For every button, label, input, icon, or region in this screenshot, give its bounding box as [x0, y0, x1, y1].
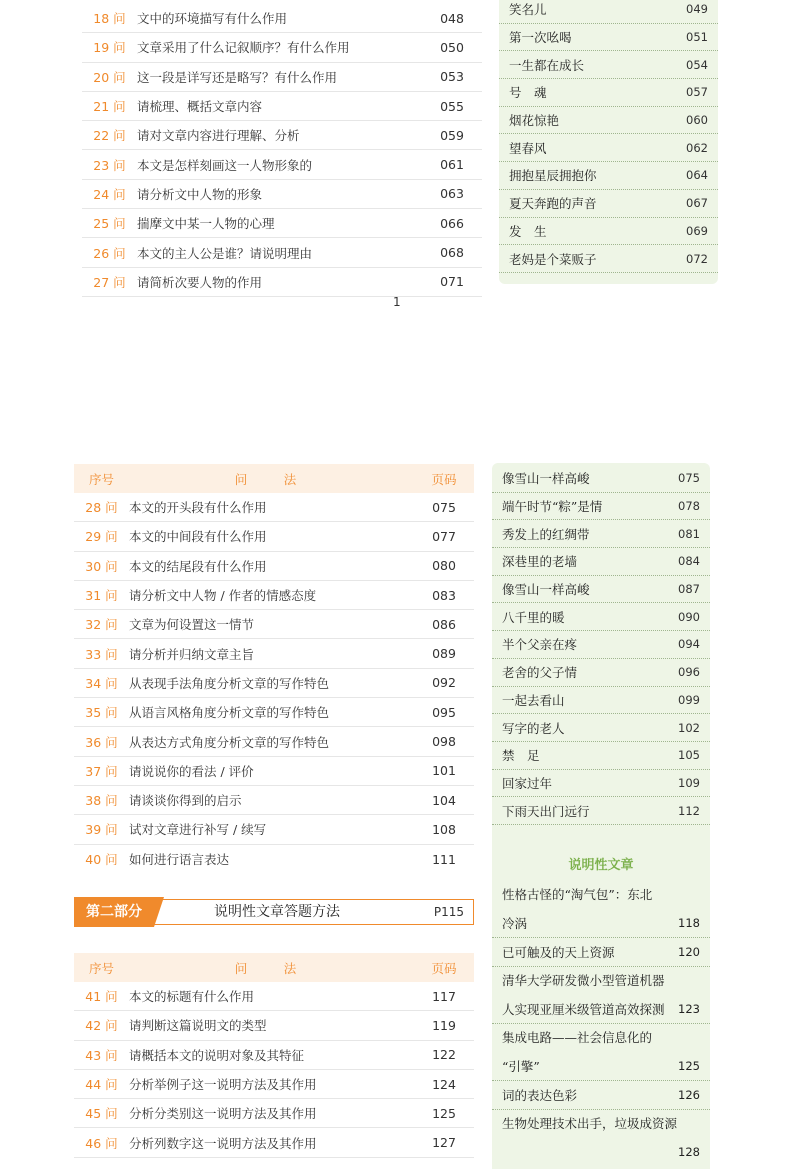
- list-item[interactable]: [492, 465, 710, 493]
- question-text: 请判断这篇说明文的类型: [129, 1018, 267, 1034]
- list-item[interactable]: [499, 245, 718, 273]
- question-text: 从语言风格角度分析文章的写作特色: [129, 705, 330, 721]
- list-item[interactable]: [74, 845, 474, 874]
- section-tag: 第二部分: [74, 897, 154, 927]
- question-text: 请对文章内容进行理解、分析: [137, 128, 300, 144]
- question-number: 33 问: [85, 646, 118, 662]
- table-header: [74, 953, 474, 982]
- article-title: 老舍的父子情: [502, 665, 578, 681]
- article-page: 075: [678, 471, 700, 486]
- list-item[interactable]: [82, 33, 482, 62]
- article-title-line1: 性格古怪的“淘气包”：东北: [502, 886, 653, 902]
- list-item[interactable]: [499, 190, 718, 218]
- question-page: 124: [432, 1076, 456, 1092]
- question-number: 25 问: [93, 216, 126, 232]
- question-number: 32 问: [85, 617, 118, 633]
- list-item[interactable]: [499, 134, 718, 162]
- question-number: 24 问: [93, 186, 126, 202]
- list-item[interactable]: [499, 51, 718, 79]
- question-page: 108: [432, 821, 456, 837]
- list-item[interactable]: [74, 1011, 474, 1040]
- question-page: 066: [440, 215, 464, 231]
- list-item[interactable]: [74, 1128, 474, 1157]
- mid-question-list: [74, 464, 474, 874]
- question-text: 本文的标题有什么作用: [129, 989, 255, 1005]
- article-page: 126: [678, 1087, 700, 1102]
- list-item[interactable]: [74, 1041, 474, 1070]
- article-page: 102: [678, 720, 700, 735]
- list-item[interactable]: [492, 548, 710, 576]
- list-item[interactable]: [74, 581, 474, 610]
- question-number: 46 问: [85, 1135, 118, 1151]
- list-item[interactable]: [492, 881, 710, 938]
- question-number: 27 问: [93, 274, 126, 290]
- question-text: 本文的结尾段有什么作用: [129, 558, 267, 574]
- question-text: 这一段是详写还是略写？有什么作用: [137, 69, 338, 85]
- list-item[interactable]: [499, 218, 718, 246]
- question-number: 21 问: [93, 99, 126, 115]
- article-title: 禁 足: [502, 748, 540, 764]
- list-item[interactable]: [499, 162, 718, 190]
- list-item[interactable]: [492, 797, 710, 825]
- article-page: 081: [678, 526, 700, 541]
- article-page: 078: [678, 499, 700, 514]
- article-title: 写字的老人: [502, 720, 565, 736]
- question-number: 37 问: [85, 763, 118, 779]
- article-title: 回家过年: [502, 775, 553, 791]
- question-number: 42 问: [85, 1018, 118, 1034]
- question-page: 077: [432, 528, 456, 544]
- list-item[interactable]: [499, 79, 718, 107]
- article-page: 120: [678, 944, 700, 959]
- header-number: 序号: [88, 471, 114, 487]
- question-number: 39 问: [85, 822, 118, 838]
- question-text: 请分析文中人物 / 作者的情感态度: [129, 588, 317, 604]
- question-number: 19 问: [93, 40, 126, 56]
- header-number: 序号: [88, 960, 114, 976]
- article-title: 一起去看山: [502, 692, 565, 708]
- top-question-list: [82, 4, 482, 297]
- article-title: 下雨天出门远行: [502, 803, 590, 819]
- question-text: 本文是怎样刻画这一人物形象的: [137, 157, 313, 173]
- list-item[interactable]: [74, 552, 474, 581]
- article-page: 125: [678, 1058, 700, 1073]
- article-title-line1: 生物处理技术出手，垃圾成资源: [502, 1115, 678, 1131]
- section-heading: [74, 897, 474, 927]
- article-page: 109: [678, 775, 700, 790]
- list-item[interactable]: [82, 238, 482, 267]
- header-question: 问 法: [234, 471, 309, 487]
- article-page: 067: [686, 196, 708, 211]
- article-title: 词的表达色彩: [502, 1087, 578, 1103]
- bottom-article-panel: [492, 463, 710, 1169]
- question-text: 揣摩文中某一人物的心理: [137, 216, 275, 232]
- question-page: 059: [440, 127, 464, 143]
- list-item[interactable]: [492, 1110, 710, 1166]
- list-item[interactable]: [492, 770, 710, 798]
- article-title: 半个父亲在疼: [502, 637, 578, 653]
- question-page: 083: [432, 587, 456, 603]
- article-page: 123: [678, 1001, 700, 1016]
- question-page: 122: [432, 1047, 456, 1063]
- list-item[interactable]: [492, 493, 710, 521]
- list-item[interactable]: [74, 982, 474, 1011]
- list-item[interactable]: [74, 522, 474, 551]
- article-title: 老妈是个菜贩子: [509, 251, 597, 267]
- article-page: 064: [686, 168, 708, 183]
- question-number: 31 问: [85, 588, 118, 604]
- question-page: 117: [432, 988, 456, 1004]
- article-title: 烟花惊艳: [509, 113, 560, 129]
- page-number: 1: [393, 295, 401, 309]
- list-item[interactable]: [74, 815, 474, 844]
- question-text: 文章为何设置这一情节: [129, 617, 255, 633]
- question-page: 089: [432, 646, 456, 662]
- question-number: 28 问: [85, 500, 118, 516]
- question-number: 41 问: [85, 989, 118, 1005]
- question-number: 45 问: [85, 1106, 118, 1122]
- list-item[interactable]: [82, 4, 482, 33]
- article-title: 像雪山一样高峻: [502, 582, 590, 598]
- question-page: 127: [432, 1135, 456, 1151]
- question-text: 请简析次要人物的作用: [137, 274, 263, 290]
- question-number: 38 问: [85, 793, 118, 809]
- article-title: 像雪山一样高峻: [502, 471, 590, 487]
- question-number: 23 问: [93, 157, 126, 173]
- question-number: 34 问: [85, 675, 118, 691]
- question-page: 068: [440, 245, 464, 261]
- list-item[interactable]: [82, 63, 482, 92]
- question-number: 40 问: [85, 852, 118, 868]
- table-header: [74, 464, 474, 493]
- list-item[interactable]: [492, 687, 710, 715]
- article-page: 057: [686, 85, 708, 100]
- list-item[interactable]: [499, 107, 718, 135]
- question-number: 20 问: [93, 69, 126, 85]
- list-item[interactable]: [74, 669, 474, 698]
- question-number: 26 问: [93, 245, 126, 261]
- question-page: 101: [432, 763, 456, 779]
- list-item[interactable]: [499, 24, 718, 52]
- question-page: 119: [432, 1017, 456, 1033]
- list-item[interactable]: [492, 1024, 710, 1081]
- top-article-panel: [499, 0, 718, 284]
- article-title-line1: 清华大学研发微小型管道机器: [502, 972, 665, 988]
- list-item[interactable]: [74, 757, 474, 786]
- question-text: 请分析文中人物的形象: [137, 186, 263, 202]
- question-number: 36 问: [85, 734, 118, 750]
- list-item[interactable]: [74, 610, 474, 639]
- list-item[interactable]: [82, 268, 482, 297]
- question-page: 098: [432, 734, 456, 750]
- question-text: 从表现手法角度分析文章的写作特色: [129, 675, 330, 691]
- article-page: 084: [678, 554, 700, 569]
- question-text: 分析分类别这一说明方法及其作用: [129, 1106, 317, 1122]
- article-title-line2: 人实现亚厘米级管道高效探测: [502, 1001, 665, 1017]
- article-title-line2: “引擎”: [502, 1058, 540, 1074]
- question-number: 29 问: [85, 529, 118, 545]
- question-page: 053: [440, 69, 464, 85]
- article-title: 望春风: [509, 140, 547, 156]
- list-item[interactable]: [74, 493, 474, 522]
- article-page: 118: [678, 915, 700, 930]
- question-page: 080: [432, 558, 456, 574]
- list-item[interactable]: [492, 631, 710, 659]
- list-item[interactable]: [74, 786, 474, 815]
- list-item[interactable]: [499, 0, 718, 24]
- article-page: 054: [686, 57, 708, 72]
- article-title: 夏天奔跑的声音: [509, 196, 597, 212]
- list-item[interactable]: [74, 1099, 474, 1128]
- expository-section-title: 说明性文章: [568, 857, 634, 873]
- header-page: 页码: [431, 960, 457, 976]
- list-item[interactable]: [492, 967, 710, 1024]
- question-text: 分析列数字这一说明方法及其作用: [129, 1135, 317, 1151]
- question-text: 分析举例子这一说明方法及其作用: [129, 1077, 317, 1093]
- question-page: 063: [440, 186, 464, 202]
- article-page: 096: [678, 665, 700, 680]
- article-title-line2: 冷涡: [502, 915, 528, 931]
- article-page: 112: [678, 803, 700, 818]
- question-text: 请分析并归纳文章主旨: [129, 646, 255, 662]
- list-item[interactable]: [74, 698, 474, 727]
- list-item[interactable]: [492, 520, 710, 548]
- article-page: 051: [686, 30, 708, 45]
- list-item[interactable]: [82, 121, 482, 150]
- article-page: 062: [686, 140, 708, 155]
- question-page: 095: [432, 704, 456, 720]
- question-number: 22 问: [93, 128, 126, 144]
- list-item[interactable]: [492, 576, 710, 604]
- list-item[interactable]: [492, 1081, 710, 1110]
- question-text: 请概括本文的说明对象及其特征: [129, 1047, 305, 1063]
- article-page: 060: [686, 113, 708, 128]
- article-page: 087: [678, 582, 700, 597]
- article-title: 拥抱星辰拥抱你: [509, 168, 597, 184]
- article-title: 笑名儿: [509, 2, 547, 18]
- article-page: 072: [686, 251, 708, 266]
- article-page: 090: [678, 609, 700, 624]
- article-title: 端午时节“粽”是情: [502, 499, 603, 515]
- header-page: 页码: [431, 471, 457, 487]
- article-title: 深巷里的老墙: [502, 554, 578, 570]
- question-page: 071: [440, 274, 464, 290]
- question-text: 文章采用了什么记叙顺序？有什么作用: [137, 40, 350, 56]
- bottom-question-list: [74, 953, 474, 1158]
- question-page: 061: [440, 157, 464, 173]
- list-item[interactable]: [74, 727, 474, 756]
- question-text: 本文的主人公是谁？请说明理由: [137, 245, 313, 261]
- list-item[interactable]: [492, 659, 710, 687]
- question-number: 18 问: [93, 11, 126, 27]
- list-item[interactable]: [74, 639, 474, 668]
- question-page: 075: [432, 499, 456, 515]
- section-page: P115: [433, 905, 464, 919]
- article-page: 099: [678, 692, 700, 707]
- question-number: 30 问: [85, 558, 118, 574]
- header-question: 问 法: [234, 960, 309, 976]
- list-item[interactable]: [492, 603, 710, 631]
- list-item[interactable]: [82, 180, 482, 209]
- question-page: 050: [440, 39, 464, 55]
- article-page: 128: [678, 1144, 700, 1159]
- question-page: 111: [432, 851, 456, 867]
- list-item[interactable]: [82, 92, 482, 121]
- question-text: 请梳理、概括文章内容: [137, 99, 263, 115]
- list-item[interactable]: [492, 714, 710, 742]
- section-title: 说明性文章答题方法: [214, 904, 340, 920]
- question-text: 本文的开头段有什么作用: [129, 500, 267, 516]
- question-number: 44 问: [85, 1077, 118, 1093]
- question-text: 请谈谈你得到的启示: [129, 793, 242, 809]
- question-text: 试对文章进行补写 / 续写: [129, 822, 267, 838]
- question-text: 从表达方式角度分析文章的写作特色: [129, 734, 330, 750]
- article-title: 已可触及的天上资源: [502, 944, 615, 960]
- article-title: 八千里的暖: [502, 609, 565, 625]
- list-item[interactable]: [492, 742, 710, 770]
- list-item[interactable]: [492, 938, 710, 967]
- article-title: 秀发上的红绸带: [502, 526, 590, 542]
- question-page: 092: [432, 675, 456, 691]
- question-page: 086: [432, 616, 456, 632]
- question-page: 125: [432, 1105, 456, 1121]
- question-text: 如何进行语言表达: [129, 852, 230, 868]
- article-title: 号 魂: [509, 85, 547, 101]
- article-title: 一生都在成长: [509, 57, 585, 73]
- question-number: 35 问: [85, 705, 118, 721]
- article-page: 105: [678, 748, 700, 763]
- article-title: 第一次吆喝: [509, 30, 572, 46]
- question-number: 43 问: [85, 1047, 118, 1063]
- list-item[interactable]: [74, 1070, 474, 1099]
- list-item[interactable]: [82, 209, 482, 238]
- question-page: 048: [440, 10, 464, 26]
- article-page: 094: [678, 637, 700, 652]
- question-page: 104: [432, 792, 456, 808]
- article-title-line1: 集成电路——社会信息化的: [502, 1029, 653, 1045]
- article-title: 发 生: [509, 223, 547, 239]
- question-page: 055: [440, 98, 464, 114]
- list-item[interactable]: [82, 150, 482, 179]
- article-page: 049: [686, 2, 708, 17]
- question-text: 文中的环境描写有什么作用: [137, 11, 288, 27]
- article-page: 069: [686, 223, 708, 238]
- question-text: 请说说你的看法 / 评价: [129, 763, 254, 779]
- question-text: 本文的中间段有什么作用: [129, 529, 267, 545]
